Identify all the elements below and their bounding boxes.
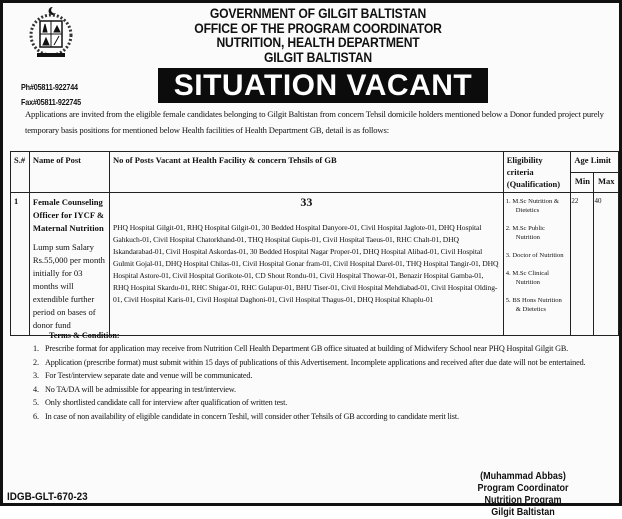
salary-info: Lump sum Salary Rs.55,000 per month initially for 03 months will extendible further period on bases of donor fund bbox=[32, 242, 105, 330]
row-eligibility bbox=[503, 193, 571, 336]
row-post bbox=[29, 193, 109, 336]
terms-section bbox=[33, 329, 618, 423]
facility-list: PHQ Hospital Gilgit-01, RHQ Hospital Gilgit-01, 30 Bedded Hospital Danyore-01, Civil Hospital Jaglote-01, DHQ Hospital Gahkuch-01, Civil Hospital Chatorkhand-01, THQ Hospital Gupis-01, Civil Hospital Taeus-01, RHC Chalt-01, DHQ Iskandarabad-01, Civil Hospital Askordas-01, 30 Bedded Hospital Nagar Proper-01, DHQ Hospital Alibad-01, Civil Hospital Gulmit Gojal-01, DHQ Hospital Chilas-01, Civil Hospital Gonar fram-01, Civil Hospital Darel-01, THQ Hospital Tangir-01, DHQ Hospital Astore-01, Civil Hospital Gorikote-01, CD Shout Rondu-01, Civil Hospital Thowar-01, Benazir Hospital Gamba-01, RHQ Hospital Skardu-01, RHC Shigar-01, RHC Gulapur-01, BHU Tiser-01, Civil Hospital Mehdiabad-01, Civil Hospital Olding-01, Civil Hospital Karis-01, Civil Hospital Daghoni-01, Civil Hospital Thagus-01, DHQ Hospital Khaplu-01 bbox=[113, 223, 499, 304]
header-vacancies: No of Posts Vacant at Health Facility & concern Tehsils of GB bbox=[110, 152, 504, 193]
gb-government-emblem-icon bbox=[25, 5, 77, 69]
vacancy-count: 33 bbox=[300, 195, 313, 209]
terms-list bbox=[33, 342, 618, 423]
situation-vacant-banner: SITUATION VACANT bbox=[158, 68, 488, 103]
signatory-designation: Program Coordinator bbox=[477, 483, 569, 494]
post-title: Female Counseling Officer for IYCF & Maternal Nutrition bbox=[32, 197, 105, 233]
term-item: 3. For Test/interview separate date and venue will be communicated. bbox=[33, 371, 253, 380]
header-sno: S.# bbox=[11, 152, 30, 193]
eligibility-item: 4. M.Sc Clinical Nutrition bbox=[505, 270, 549, 286]
header-age-limit: Age Limit bbox=[571, 152, 619, 173]
row-vacancies bbox=[110, 193, 504, 336]
heading-line: GILGIT BALTISTAN bbox=[263, 49, 373, 65]
age-min-value: 22 bbox=[571, 193, 594, 336]
intro-paragraph: Applications are invited from the eligible female candidates belonging to Gilgit Baltistan from concern Tehsil domicile holders mentioned below a Donor funded project purely temporary basis positions for mentioned below Health facilities of Health Department GB, detail is as follows: bbox=[25, 109, 604, 135]
table-row bbox=[11, 193, 619, 336]
eligibility-item: 2. M.Sc Public Nutrition bbox=[505, 225, 545, 241]
heading-line: GOVERNMENT OF GILGIT BALTISTAN bbox=[209, 6, 427, 21]
eligibility-item: 3. Doctor of Nutrition bbox=[505, 252, 564, 259]
signatory-name: (Muhammad Abbas) bbox=[480, 471, 566, 482]
table-header-row bbox=[11, 152, 619, 173]
eligibility-list bbox=[504, 193, 571, 327]
terms-title: Terms & Condition: bbox=[49, 331, 120, 340]
eligibility-item: 1. M.Sc Nutrition & Dietetics bbox=[505, 198, 560, 214]
header-post-name: Name of Post bbox=[29, 152, 109, 193]
header-age-min: Min bbox=[571, 172, 594, 193]
term-item: 2. Application (prescribe format) must submit within 15 days of publications of this Advertisement. Incomplete applications and received after due date will not be entertained. bbox=[33, 357, 586, 367]
term-item: 6. In case of non availability of eligible candidate in concern Teshil, will consider other Tehsils of GB according to candidate merit list. bbox=[33, 411, 459, 421]
header-eligibility: Eligibility criteria (Qualification) bbox=[503, 152, 571, 193]
heading-line: NUTRITION, HEALTH DEPARTMENT bbox=[216, 35, 420, 50]
signature-block bbox=[433, 471, 613, 519]
header-age-max: Max bbox=[594, 172, 619, 193]
fax-number: Fax#05811-922745 bbox=[21, 97, 81, 107]
term-item: 5. Only shortlisted candidate call for interview after qualification of written test. bbox=[33, 398, 288, 407]
eligibility-item: 5. BS Hons Nutrition & Dietetics bbox=[505, 297, 562, 313]
phone-number: Ph#05811-922744 bbox=[21, 82, 78, 92]
signatory-region: Gilgit Baltistan bbox=[491, 507, 555, 518]
signatory-program: Nutrition Program bbox=[484, 495, 562, 506]
heading-line: OFFICE OF THE PROGRAM COORDINATOR bbox=[194, 20, 442, 36]
row-sno: 1 bbox=[11, 193, 30, 336]
term-item: 1. Prescribe format for application may receive from Nutrition Cell Health Department GB office situated at building of Midwifery School near PHQ Hospital Gilgit GB. bbox=[33, 344, 569, 353]
office-heading bbox=[161, 7, 476, 65]
age-max-value: 40 bbox=[594, 193, 619, 336]
term-item: 4. No TA/DA will be admissible for appearing in test/interview. bbox=[33, 384, 236, 394]
reference-number: IDGB-GLT-670-23 bbox=[7, 491, 88, 503]
vacancy-table bbox=[10, 151, 619, 336]
